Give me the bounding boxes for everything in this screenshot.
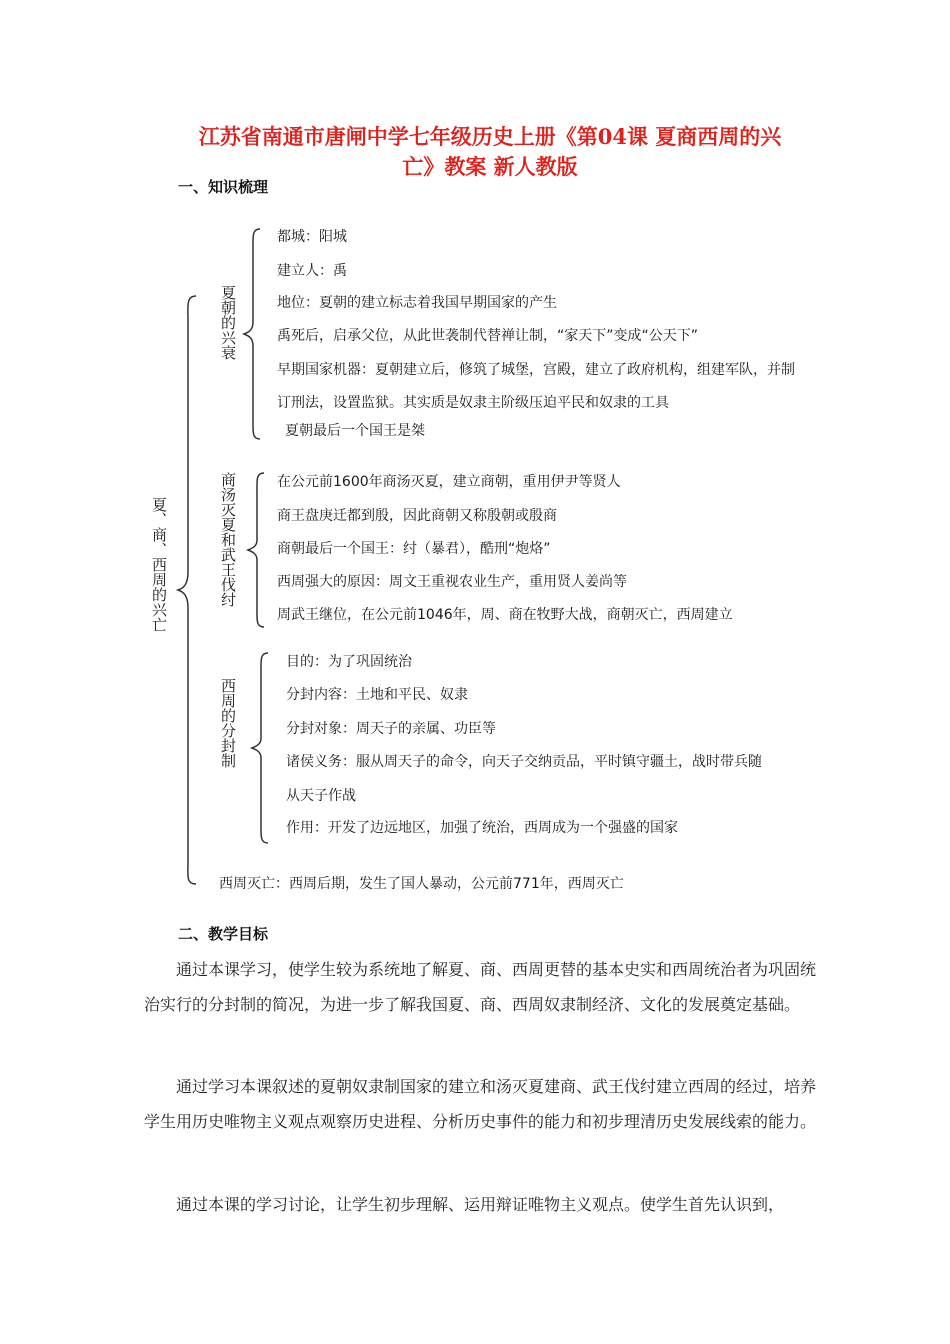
zhou-item: 从天子作战: [286, 788, 356, 804]
shang-brace: [244, 470, 268, 630]
xia-brace: [240, 226, 264, 442]
xia-item: 早期国家机器：夏朝建立后，修筑了城堡，宫殿，建立了政府机构，组建军队，并制: [277, 362, 795, 378]
objective-paragraph: 通过本课的学习讨论，让学生初步理解、运用辩证唯物主义观点。使学生首先认识到，: [176, 1195, 785, 1214]
section-heading-objectives: 二、教学目标: [178, 925, 269, 943]
xia-item: 禹死后，启承父位，从此世袭制代替禅让制，“家天下”变成“公天下”: [277, 328, 699, 344]
branch-label-shang: 商汤灭夏和武王伐纣: [219, 472, 237, 607]
section-heading-knowledge: 一、知识梳理: [178, 178, 269, 196]
xia-item: 夏朝最后一个国王是桀: [285, 423, 425, 439]
zhou-item: 分封对象：周天子的亲属、功臣等: [286, 721, 496, 737]
objective-paragraph: 通过学习本课叙述的夏朝奴隶制国家的建立和汤灭夏建商、武王伐纣建立西周的经过，培养学生用历史唯物主义观点观察历史进程、分析历史事件的能力和初步理清历史发展线索的能力。: [144, 1077, 817, 1131]
title-line-1: 江苏省南通市唐闸中学七年级历史上册《第04课 夏商西周的兴: [198, 124, 782, 149]
xia-item: 都城：阳城: [277, 229, 347, 245]
shang-item: 西周强大的原因：周文王重视农业生产，重用贤人姜尚等: [277, 574, 627, 590]
branch-label-zhou: 西周的分封制: [219, 678, 237, 768]
western-zhou-fall: 西周灭亡：西周后期，发生了国人暴动，公元前771年，西周灭亡: [219, 876, 624, 892]
document-title: [150, 122, 830, 182]
shang-item: 在公元前1600年商汤灭夏，建立商朝，重用伊尹等贤人: [277, 474, 621, 490]
mindmap-root-label: 夏、商、西周的兴亡: [150, 497, 168, 632]
xia-item: 建立人：禹: [277, 263, 347, 279]
xia-item: 地位：夏朝的建立标志着我国早期国家的产生: [277, 295, 557, 311]
zhou-item: 诸侯义务：服从周天子的命令，向天子交纳贡品，平时镇守疆土，战时带兵随: [286, 754, 762, 770]
zhou-item: 分封内容：土地和平民、奴隶: [286, 687, 468, 703]
root-brace: [174, 292, 200, 888]
zhou-brace: [248, 650, 272, 846]
shang-item: 商朝最后一个国王：纣（暴君），酷刑“炮烙”: [277, 541, 551, 557]
zhou-item: 作用：开发了边远地区，加强了统治，西周成为一个强盛的国家: [286, 820, 678, 836]
zhou-item: 目的：为了巩固统治: [286, 654, 412, 670]
shang-item: 商王盘庚迁都到殷，因此商朝又称殷朝或殷商: [277, 508, 557, 524]
objective-paragraph: 通过本课学习，使学生较为系统地了解夏、商、西周更替的基本史实和西周统治者为巩固统治实行的分封制的简况，为进一步了解我国夏、商、西周奴隶制经济、文化的发展奠定基础。: [144, 960, 817, 1014]
title-line-2: 亡》教案 新人教版: [402, 154, 578, 179]
branch-label-xia: 夏朝的兴衰: [219, 285, 237, 360]
shang-item: 周武王继位，在公元前1046年，周、商在牧野大战，商朝灭亡，西周建立: [277, 607, 733, 623]
xia-item: 订刑法，设置监狱。其实质是奴隶主阶级压迫平民和奴隶的工具: [277, 395, 669, 411]
